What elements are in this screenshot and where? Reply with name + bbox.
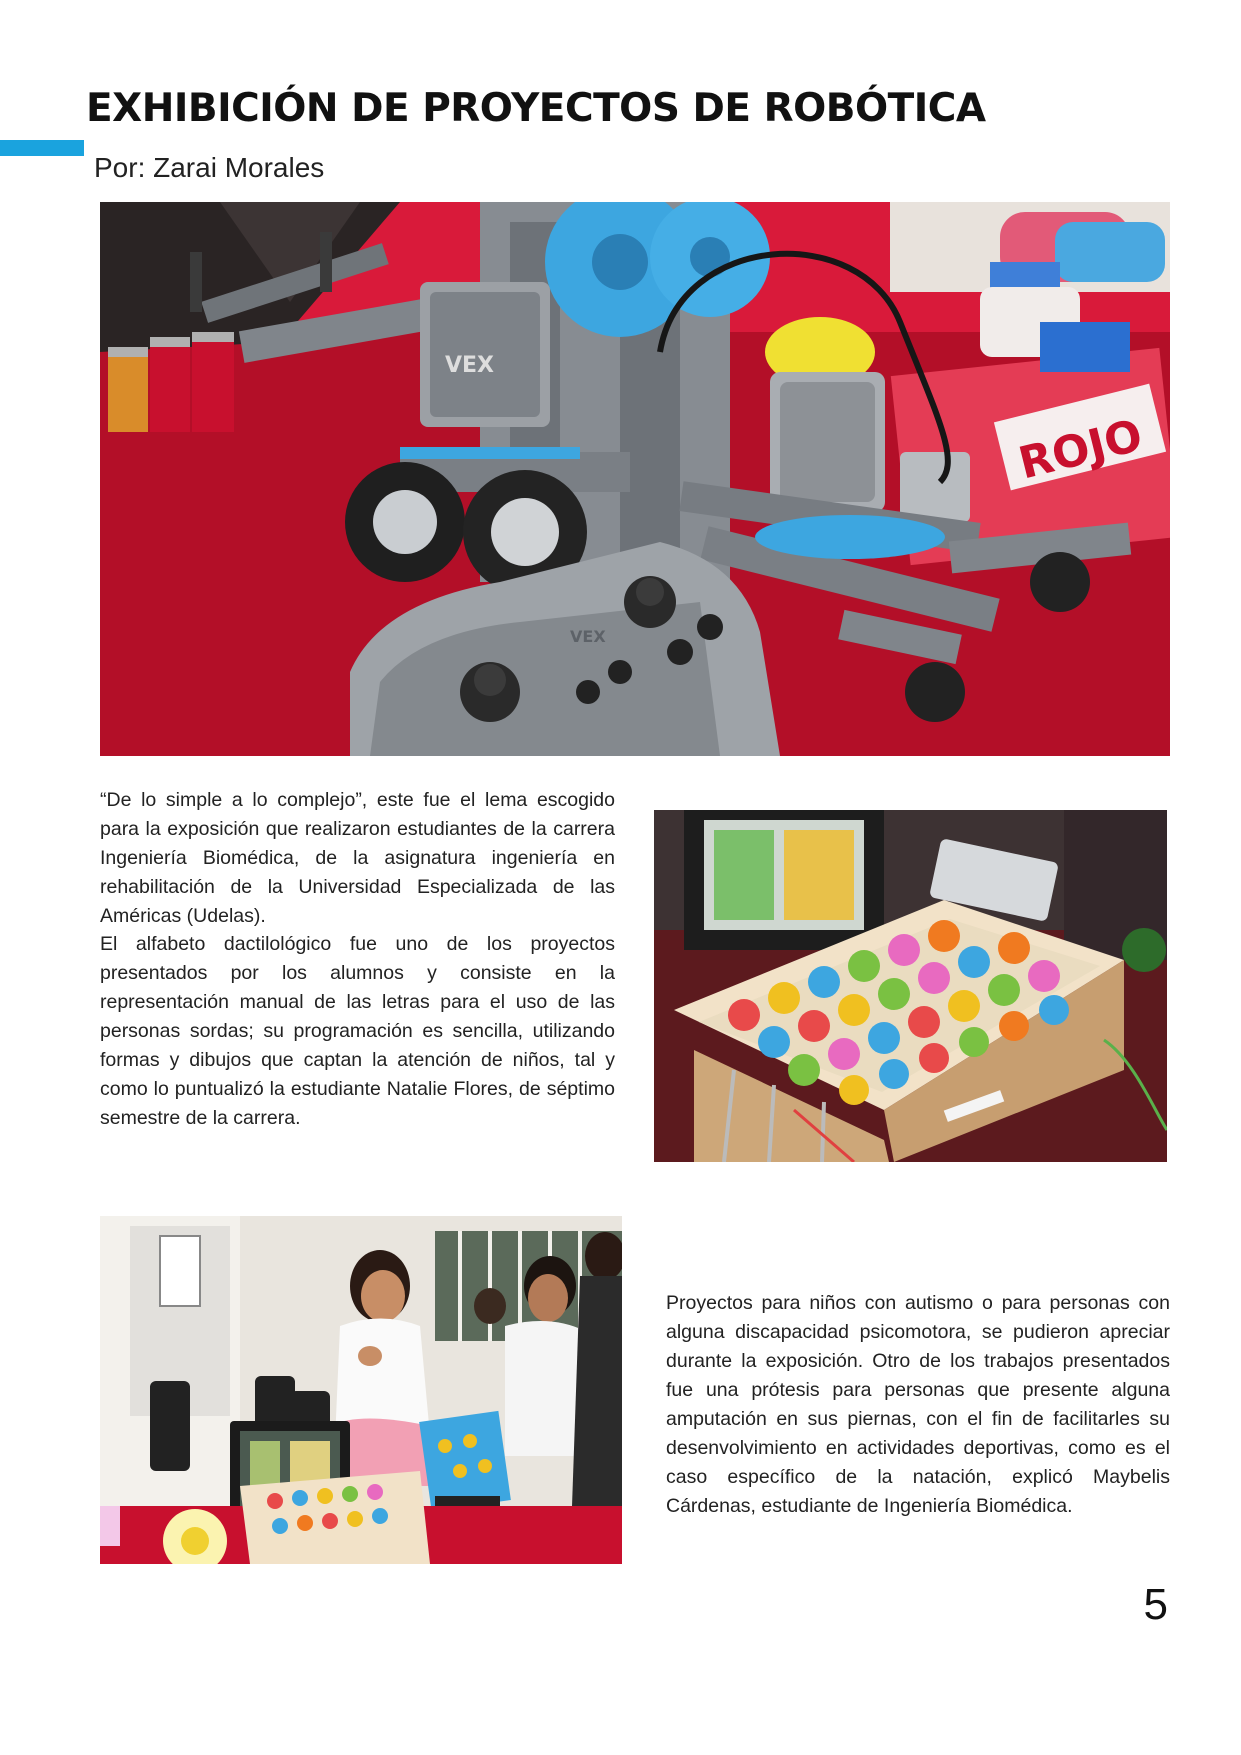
paragraph-alphabet: El alfabeto dactilológico fue uno de los proyectos presentados por los alumnos y consiste en la representación manual de las letras para el uso de las personas sordas; su programación es sencilla, utilizando formas y dibujos que captan la atención de niños, tal y como lo puntualizó la estudiante Natalie Flores, de séptimo semestre de la carrera. <box>100 933 615 1129</box>
vex-controller-label: VEX <box>570 627 606 646</box>
article-byline: Por: Zarai Morales <box>94 152 325 183</box>
students-photo <box>100 1216 622 1564</box>
accent-bar <box>0 140 84 156</box>
rojo-card-label: ROJO <box>1013 409 1148 490</box>
paragraph-intro: “De lo simple a lo complejo”, este fue el lema escogido para la exposición que realizaron estudiantes de la carrera Ingeniería Biomédica, de la asignatura ingeniería en rehabilitación de la Universidad Especializada de las Américas (Udelas). <box>100 789 615 927</box>
alphabet-board-photo <box>654 810 1167 1162</box>
vex-brain-label: VEX <box>445 353 495 378</box>
robot-photo <box>100 202 1170 756</box>
paragraph-projects: Proyectos para niños con autismo o para personas con alguna discapacidad psicomotora, se pudieron apreciar durante la exposición. Otro de los trabajos presentados fue una prótesis para personas que presente alguna amputación en sus piernas, con el fin de facilitarles su desenvolvimiento en actividades deportivas, como es el caso específico de la natación, explicó Maybelis Cárdenas, estudiante de Ingeniería Biomédica. <box>666 1292 1170 1517</box>
article-title: EXHIBICIÓN DE PROYECTOS DE ROBÓTICA <box>86 86 986 131</box>
page-number: 5 <box>1143 1580 1168 1629</box>
